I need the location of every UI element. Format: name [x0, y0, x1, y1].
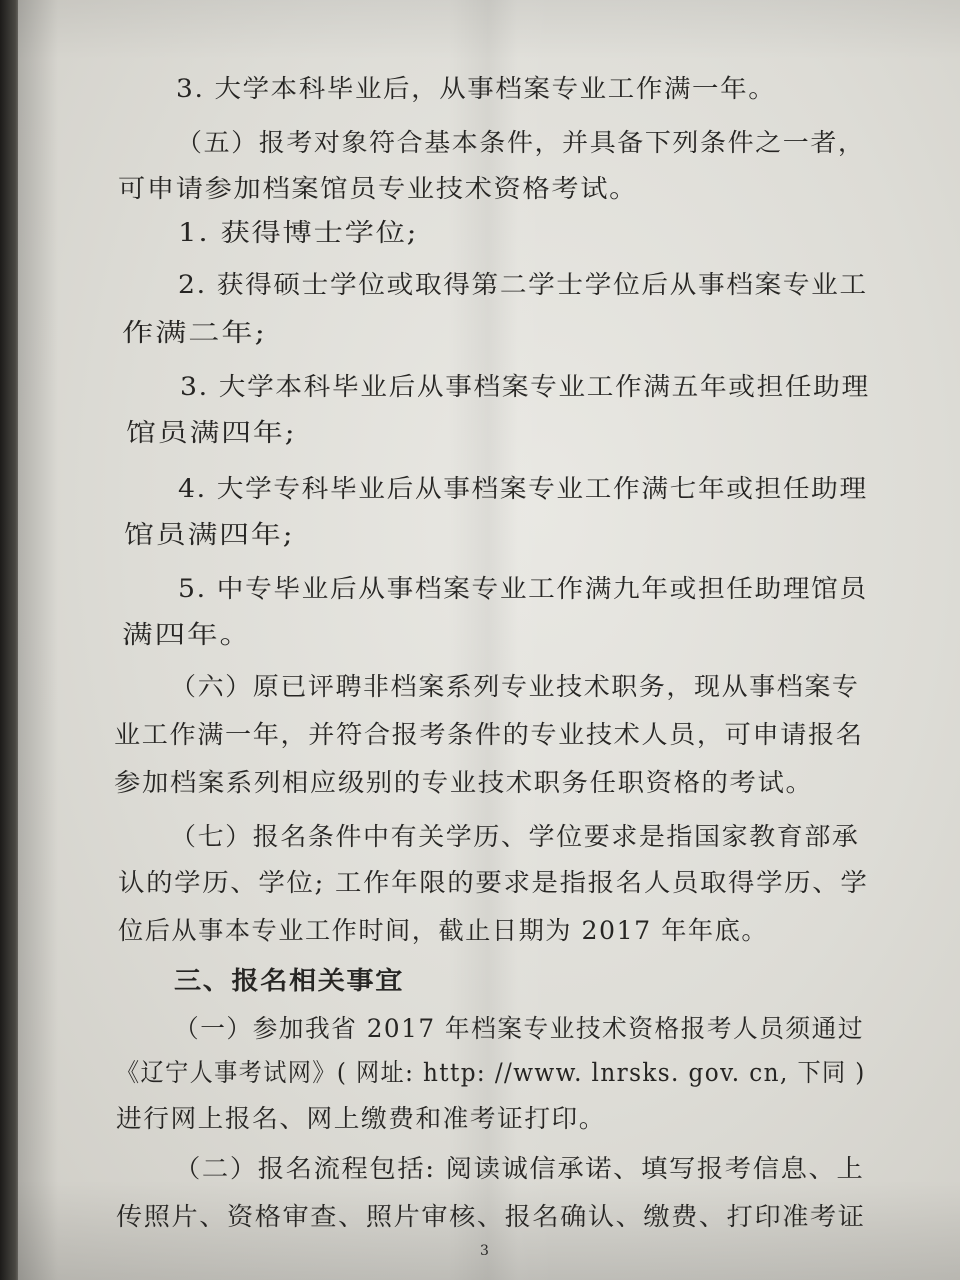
text-line: 馆员满四年;	[124, 520, 295, 549]
text-line: 1. 获得博士学位;	[178, 218, 419, 247]
text-line: 3. 大学本科毕业后从事档案专业工作满五年或担任助理	[180, 372, 870, 401]
page-number: 3	[480, 1243, 489, 1259]
text-line: （六）原已评聘非档案系列专业技术职务，现从事档案专	[170, 672, 860, 701]
text-line: （一）参加我省 2017 年档案专业技术资格报考人员须通过	[174, 1014, 865, 1043]
text-line: 可申请参加档案馆员专业技术资格考试。	[118, 174, 639, 203]
text-line: 业工作满一年，并符合报考条件的专业技术人员，可申请报名	[114, 720, 864, 749]
text-line: 满四年。	[122, 620, 253, 649]
text-line: 位后从事本专业工作时间，截止日期为 2017 年年底。	[118, 916, 769, 945]
text-line: （五）报考对象符合基本条件，并具备下列条件之一者，	[176, 128, 866, 157]
section-heading: 三、报名相关事宜	[174, 966, 405, 995]
text-line: （七）报名条件中有关学历、学位要求是指国家教育部承	[170, 822, 860, 851]
text-line: 认的学历、学位; 工作年限的要求是指报名人员取得学历、学	[118, 868, 869, 897]
text-line: 5. 中专毕业后从事档案专业工作满九年或担任助理馆员	[178, 574, 868, 603]
text-line: 3. 大学本科毕业后，从事档案专业工作满一年。	[176, 74, 777, 103]
text-line: 2. 获得硕士学位或取得第二学士学位后从事档案专业工	[178, 270, 868, 299]
text-line: （二）报名流程包括: 阅读诚信承诺、填写报考信息、上	[174, 1154, 865, 1183]
text-line: 馆员满四年;	[126, 418, 297, 447]
document-page	[18, 0, 960, 1280]
text-line: 作满二年;	[122, 318, 267, 347]
text-line: 参加档案系列相应级别的专业技术职务任职资格的考试。	[114, 768, 814, 797]
text-line: 进行网上报名、网上缴费和准考证打印。	[116, 1104, 607, 1133]
text-line: 《辽宁人事考试网》( 网址: http: //www. lnrsks. gov. cn, 下同 )	[116, 1058, 866, 1087]
text-line: 传照片、资格审查、照片审核、报名确认、缴费、打印准考证	[116, 1202, 866, 1231]
text-line: 4. 大学专科毕业后从事档案专业工作满七年或担任助理	[178, 474, 868, 503]
